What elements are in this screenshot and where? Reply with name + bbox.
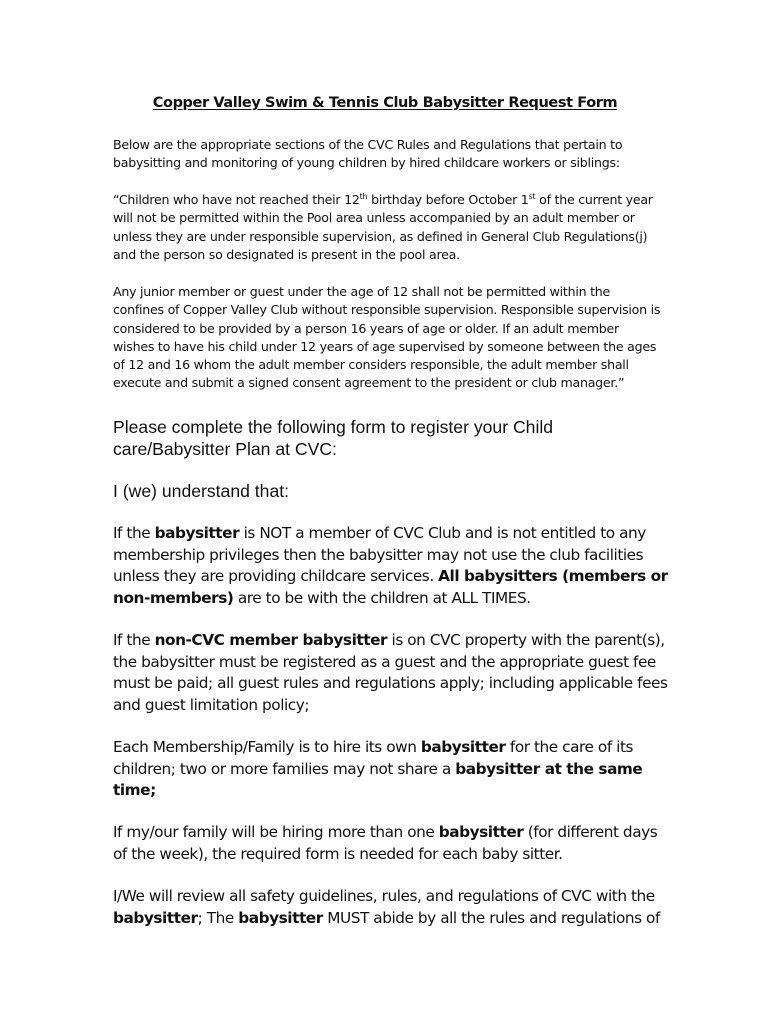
- quote1-text-b: birthday before October 1: [367, 192, 529, 207]
- p4-text-c: (for different days of the week), the required form is needed for each baby sitter.: [113, 823, 658, 863]
- p4-bold-1: babysitter: [438, 823, 524, 841]
- clause-paragraph-3: [113, 737, 673, 802]
- p3-text-a: Each Membership/Family is to hire its own: [113, 738, 421, 756]
- p3-text-c: for the care of its children; two or more families may not share a: [113, 738, 634, 778]
- p1-bold-1: babysitter: [154, 524, 240, 542]
- p5-text-a: I/We will review all safety guidelines, rules, and regulations of CVC with the: [113, 887, 655, 905]
- rule-quote-2: Any junior member or guest under the age of 12 shall not be permitted within the confines of Copper Valley Club without responsible supervision. Responsible supervision is considered to be provided by a person 16 years of age or older. If an adult member wishes to have his child under 12 years of age supervised by someone between the ages of 12 and 16 whom the adult member considers responsible, the adult member shall execute and submit a signed consent agreement to the president or club manager.”: [113, 284, 661, 391]
- clause-paragraph-5: [113, 886, 673, 929]
- p5-bold-1: babysitter: [113, 908, 198, 927]
- p3-bold-1: babysitter: [420, 738, 506, 756]
- understand-heading: I (we) understand that:: [113, 481, 290, 501]
- form-title: Copper Valley Swim & Tennis Club Babysitter Request Form: [152, 95, 618, 111]
- p5-text-d: MUST abide by all the rules and regulations of: [322, 908, 660, 927]
- rule-quote-1: [113, 191, 661, 264]
- instruction-heading: Please complete the following form to register your Child care/Babysitter Plan at CVC:: [113, 417, 554, 459]
- p2-text-a: If the: [113, 631, 155, 649]
- p4-text-a: If my/our family will be hiring more than one: [113, 823, 439, 841]
- p2-bold-1: non-CVC member babysitter: [154, 631, 388, 649]
- quote1-sup-1: th: [359, 192, 368, 201]
- p3-bold-2: babysitter at the same time;: [113, 759, 643, 800]
- p1-text-c: is NOT a member of CVC Club and is not entitled to any membership privileges then the babysitter may not use the club facilities unless they are providing childcare services.: [113, 524, 646, 586]
- p5-text-c: ; The: [197, 908, 239, 927]
- clause-paragraph-4: [113, 822, 673, 865]
- quote1-text-c: of the current year will not be permitted within the Pool area unless accompanied by an adult member or unless they are under responsible supervision, as defined in General Club Regulations(j) and the person so designated is present in the pool area.: [113, 192, 653, 262]
- p1-text-d: are to be with the children at ALL TIMES.: [233, 588, 531, 607]
- clause-paragraph-1: [113, 523, 673, 609]
- quote1-text-a: “Children who have not reached their 12: [113, 192, 360, 207]
- p5-bold-2: babysitter: [238, 908, 323, 927]
- p1-bold-2: All babysitters (members or non-members): [113, 567, 668, 607]
- intro-paragraph: Below are the appropriate sections of the CVC Rules and Regulations that pertain to babysitting and monitoring of young children by hired childcare workers or siblings:: [113, 137, 623, 171]
- p1-text-a: If the: [113, 524, 155, 542]
- clause-paragraph-2: [113, 630, 673, 716]
- quote1-sup-2: st: [528, 192, 536, 201]
- p2-text-c: is on CVC property with the parent(s), the babysitter must be registered as a guest and the appropriate guest fee must be paid; all guest rules and regulations apply; including applicable fees and guest limitation policy;: [113, 631, 668, 714]
